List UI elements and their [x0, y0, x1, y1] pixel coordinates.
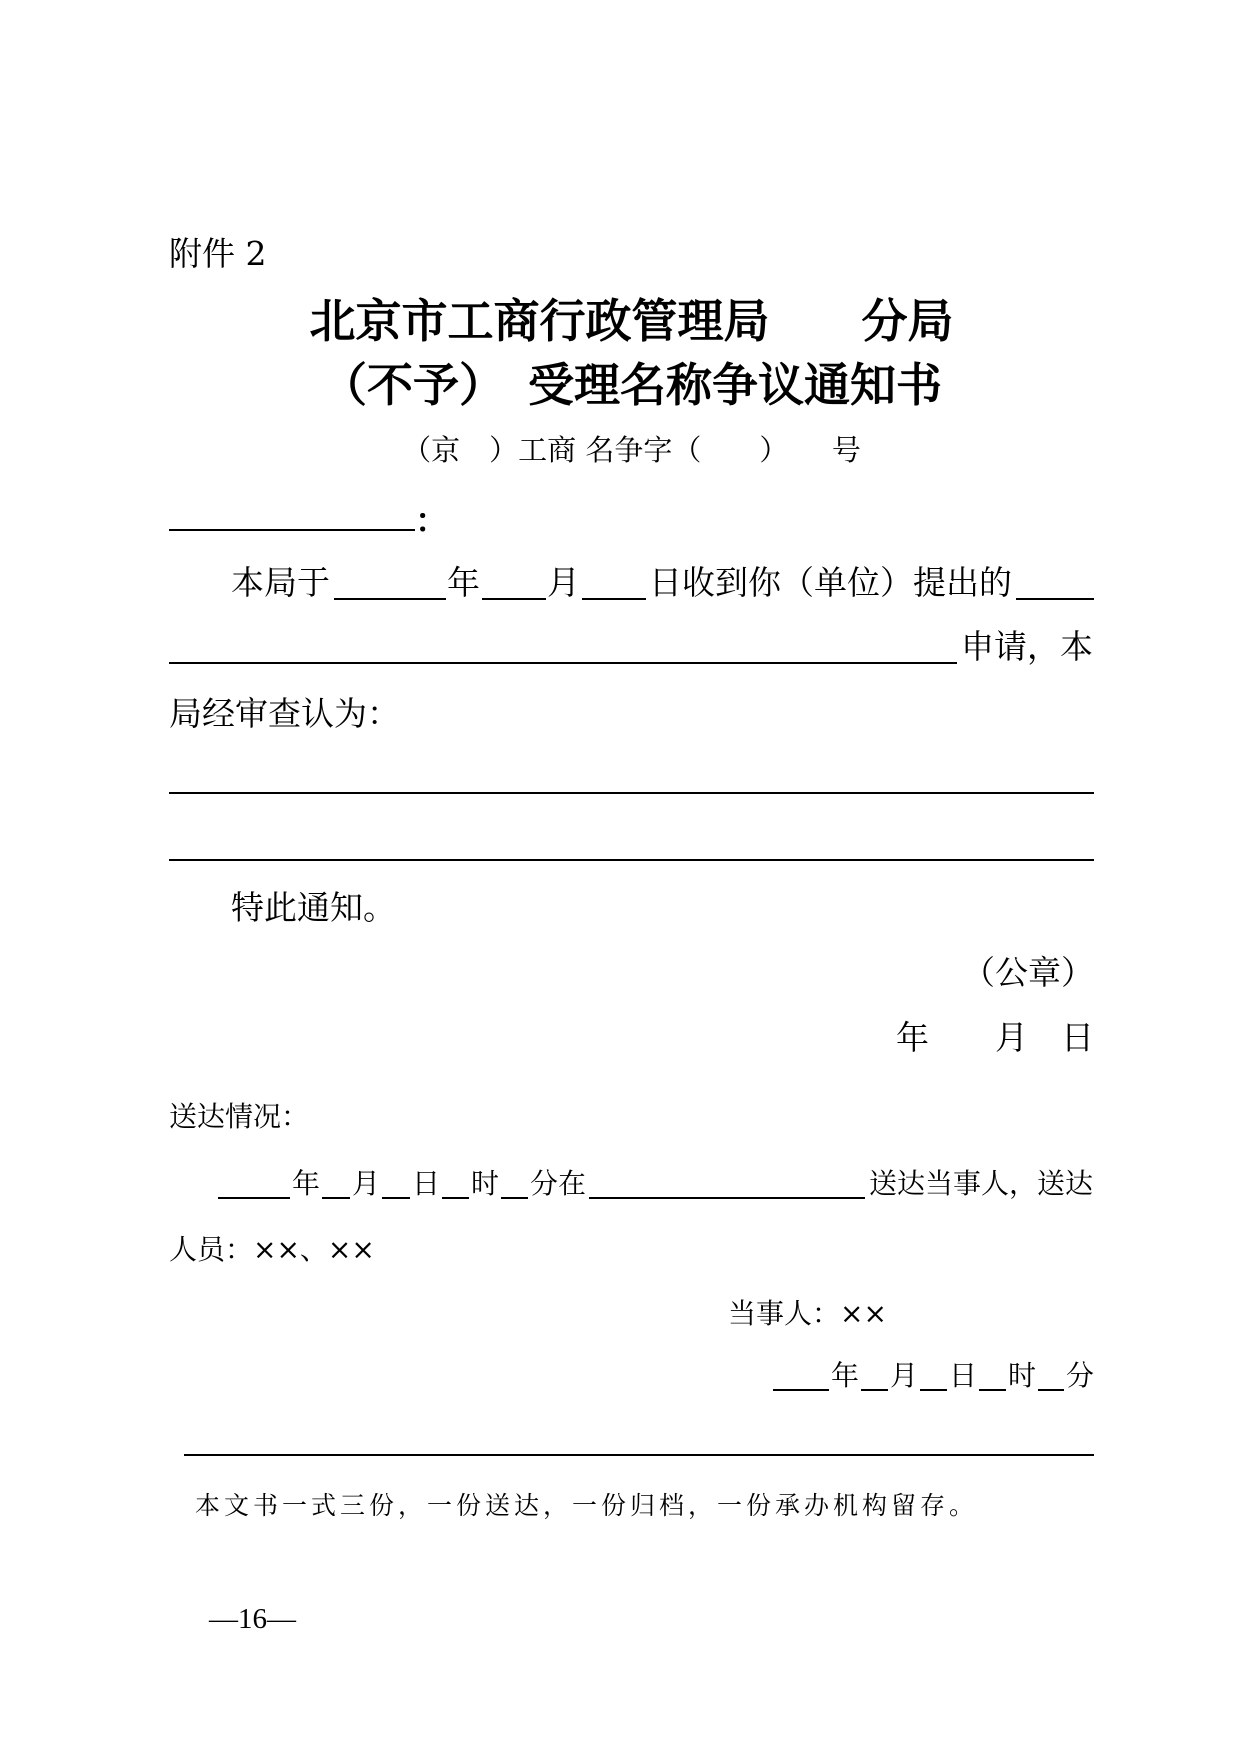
footer-divider — [184, 1454, 1094, 1456]
application-blank-start — [1016, 598, 1094, 600]
delivery-day-blank — [382, 1197, 410, 1199]
received-month-blank — [482, 598, 546, 600]
document-number: （京 ）工商 名争字（ ） 号 — [402, 433, 861, 467]
delivery-hour-blank — [442, 1197, 469, 1199]
received-month-label: 月 — [547, 563, 580, 602]
application-blank — [169, 662, 957, 664]
party-minute-blank — [1038, 1389, 1064, 1391]
delivery-year-blank — [218, 1197, 290, 1199]
party-signature: 当事人：×× — [728, 1297, 887, 1330]
party-month-blank — [861, 1389, 888, 1391]
attachment-label: 附件 2 — [169, 234, 267, 273]
opinion-line-1 — [169, 792, 1094, 794]
addressee-colon: ： — [415, 501, 448, 540]
copies-note: 本文书一式三份，一份送达，一份归档，一份承办机构留存。 — [195, 1491, 979, 1520]
party-day-label: 日 — [949, 1359, 978, 1392]
signature-date: 年 月 日 — [896, 1018, 1094, 1057]
received-year-label: 年 — [447, 563, 480, 602]
delivery-heading: 送达情况： — [169, 1100, 310, 1133]
party-minute-label: 分 — [1066, 1359, 1095, 1392]
delivery-hour-label: 时 — [471, 1167, 500, 1200]
delivery-minute-label: 分在 — [530, 1167, 587, 1200]
received-day-blank — [582, 598, 646, 600]
title-line-2: （不予） 受理名称争议通知书 — [321, 358, 942, 412]
title-line-1: 北京市工商行政管理局 分局 — [309, 294, 954, 348]
party-hour-label: 时 — [1008, 1359, 1037, 1392]
delivery-text: 送达当事人，送达 — [869, 1167, 1094, 1200]
received-text: 日收到你（单位）提出的 — [649, 563, 1012, 602]
delivery-day-label: 日 — [412, 1167, 441, 1200]
delivery-staff: 人员：××、×× — [169, 1233, 375, 1266]
application-suffix: 申请，本 — [961, 627, 1093, 666]
party-hour-blank — [979, 1389, 1006, 1391]
review-opinion-label: 局经审查认为： — [169, 694, 400, 733]
received-year-blank — [334, 598, 446, 600]
delivery-minute-blank — [501, 1197, 528, 1199]
page-number: —16— — [209, 1603, 296, 1635]
party-day-blank — [920, 1389, 947, 1391]
opinion-line-2 — [169, 859, 1094, 861]
notice-intro: 本局于 — [231, 563, 330, 602]
party-year-blank — [773, 1389, 829, 1391]
delivery-year-label: 年 — [292, 1167, 321, 1200]
delivery-month-label: 月 — [352, 1167, 381, 1200]
delivery-month-blank — [322, 1197, 350, 1199]
official-seal-label: （公章） — [962, 953, 1094, 992]
party-month-label: 月 — [890, 1359, 919, 1392]
party-year-label: 年 — [831, 1359, 860, 1392]
addressee-blank — [169, 529, 415, 531]
closing-text: 特此通知。 — [231, 888, 396, 927]
delivery-place-blank — [589, 1197, 865, 1199]
